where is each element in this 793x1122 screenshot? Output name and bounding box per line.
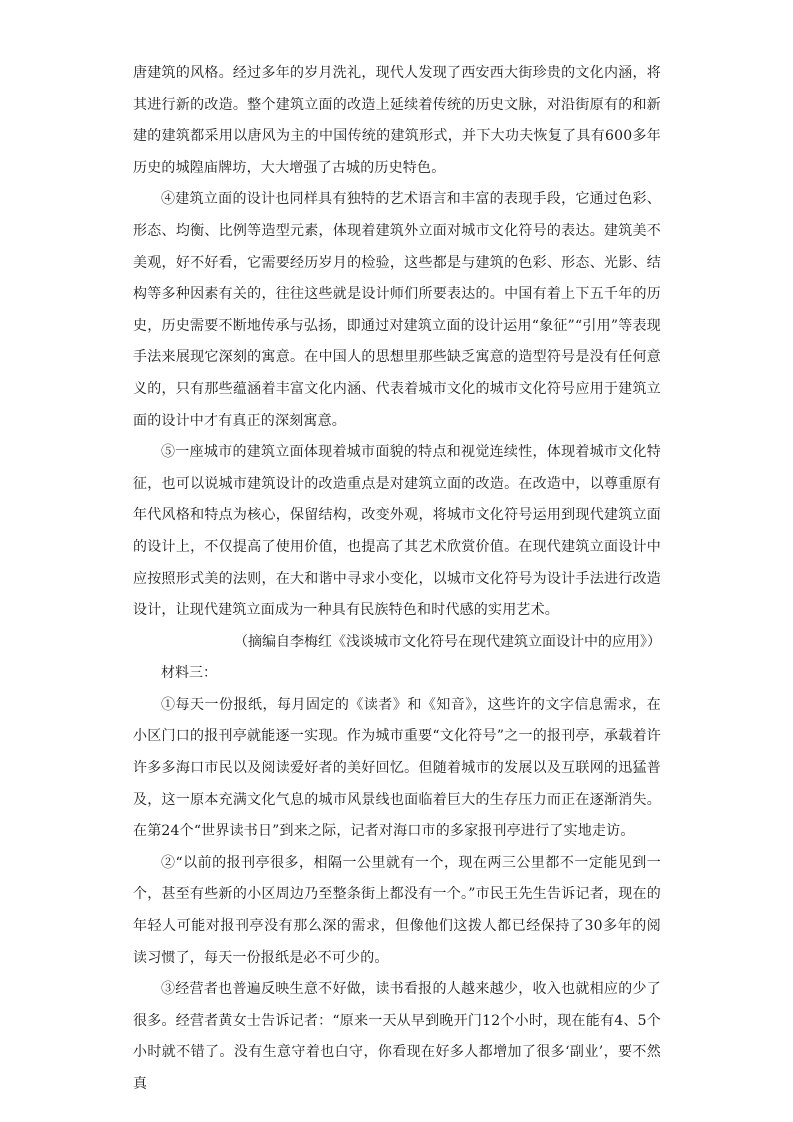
paragraph-4: ④建筑立面的设计也同样具有独特的艺术语言和丰富的表现手段，它通过色彩、形态、均衡、比例等造型元素，体现着建筑外立面对城市文化符号的表达。建筑美不美观，好不好看，它需要经历岁月的检验，这些都是与建筑的色彩、形态、光影、结构等多种因素有关的，往往这些就是设计师们所要表达的。中国有着上下五千年的历史，历史需要不断地传承与弘扬，即通过对建筑立面的设计运用“象征”“引用”等表现手法来展现它深刻的寓意。在中国人的思想里那些缺乏寓意的造型符号是没有任何意义的，只有那些蕴涵着丰富文化内涵、代表着城市文化的城市文化符号应用于建筑立面的设计中才有真正的深刻寓意。 <box>133 191 661 429</box>
material-three-label: 材料三： <box>161 665 217 682</box>
material-paragraph-3: ③经营者也普遍反映生意不好做，读书看报的人越来越少，收入也就相应的少了很多。经营者黄女士告诉记者：“原来一天从早到晚开门12个小时，现在能有4、5个小时就不错了。没有生意守着也白守，你看现在好多人都增加了很多‘副业’，要不然真 <box>133 981 661 1092</box>
paragraph-continued: 唐建筑的风格。经过多年的岁月洗礼，现代人发现了西安西大街珍贵的文化内涵，将其进行新的改造。整个建筑立面的改造上延续着传统的历史文脉，对沿街原有的和新建的建筑都采用以唐风为主的中国传统的建筑形式，并下大功夫恢复了具有600多年历史的城隍庙牌坊，大大增强了古城的历史特色。 <box>133 65 661 176</box>
material-paragraph-2: ②“以前的报刊亭很多，相隔一公里就有一个，现在两三公里都不一定能见到一个，甚至有些新的小区周边乃至整条街上都没有一个。”市民王先生告诉记者，现在的年轻人可能对报刊亭没有那么深的需求，但像他们这拨人都已经保持了30多年的阅读习惯了，每天一份报纸是必不可少的。 <box>133 854 661 966</box>
article-body <box>133 58 661 1101</box>
paragraph-5: ⑤一座城市的建筑立面体现着城市面貌的特点和视觉连续性，体现着城市文化特征，也可以说城市建筑设计的改造重点是对建筑立面的改造。在改造中，以尊重原有年代风格和特点为核心，保留结构，改变外观，将城市文化符号运用到现代建筑立面的设计上，不仅提高了使用价值，也提高了其艺术欣赏价值。在现代建筑立面设计中应按照形式美的法则，在大和谐中寻求小变化，以城市文化符号为设计手法进行改造设计，让现代建筑立面成为一种具有民族特色和时代感的实用艺术。 <box>133 444 661 619</box>
material-paragraph-1: ①每天一份报纸，每月固定的《读者》和《知音》，这些许的文字信息需求，在小区门口的报刊亭就能逐一实现。作为城市重要“文化符号”之一的报刊亭，承载着许许多多海口市民以及阅读爱好者的美好回忆。但随着城市的发展以及互联网的迅猛普及，这一原本充满文化气息的城市风景线也面临着巨大的生存压力而正在逐渐消失。在第24个“世界读书日”到来之际，记者对海口市的多家报刊亭进行了实地走访。 <box>133 696 661 840</box>
source-citation: （摘编自李梅红《浅谈城市文化符号在现代建筑立面设计中的应用》） <box>234 633 661 650</box>
